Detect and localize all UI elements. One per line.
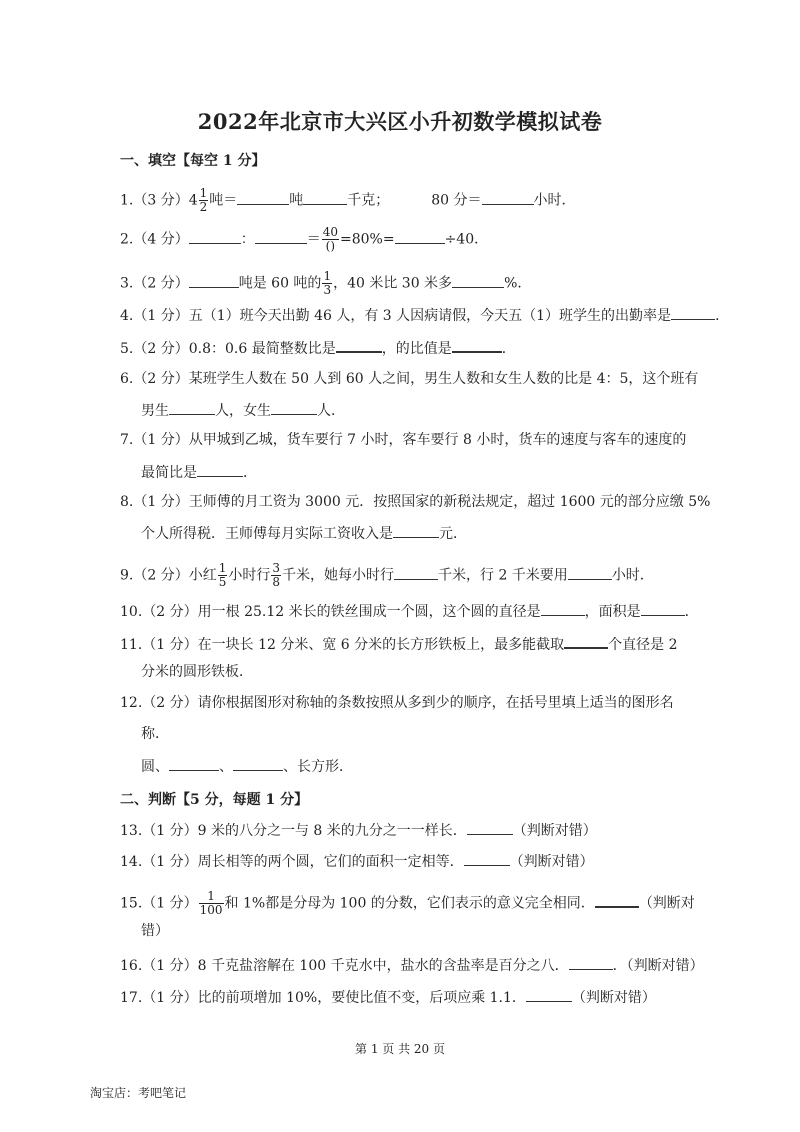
answer-blank[interactable] xyxy=(641,601,685,616)
q2-text: ÷40． xyxy=(444,231,489,248)
question-11-line2 xyxy=(141,663,701,681)
question-15 xyxy=(120,889,695,917)
answer-blank[interactable] xyxy=(564,633,608,649)
q13-text: 13.（1 分）9 米的八分之一与 8 米的九分之一一样长． xyxy=(120,823,467,839)
answer-blank[interactable] xyxy=(233,756,283,771)
q17-text: （判断对错） xyxy=(571,990,656,1006)
answer-blank[interactable] xyxy=(394,565,438,580)
q1-text: 吨 xyxy=(289,192,304,209)
q12-text: 、长方形． xyxy=(283,759,353,775)
fraction-denominator: 5 xyxy=(218,575,227,589)
q6-text: 人． xyxy=(317,403,345,419)
q3-prefix: 3.（2 分） xyxy=(120,275,189,292)
q16-text: 16.（1 分）8 千克盐溶解在 100 千克水中，盐水的含盐率是百分之八． xyxy=(120,958,569,974)
fraction-three-eighths xyxy=(271,562,281,589)
q15-text: 和 1%都是分母为 100 的分数，它们表示的意义完全相同． xyxy=(224,895,595,912)
q8-text: 元． xyxy=(439,526,467,542)
fraction-numerator: 1 xyxy=(218,561,227,575)
q15-prefix: 15.（1 分） xyxy=(120,895,198,912)
fraction-denominator: 2 xyxy=(199,200,208,214)
answer-blank[interactable] xyxy=(569,955,613,970)
section-fill-in-heading: 一、填空【每空 1 分】 xyxy=(120,153,266,169)
q1-prefix: 1.（3 分）4 xyxy=(120,192,198,209)
question-5 xyxy=(120,337,680,358)
answer-blank[interactable] xyxy=(197,462,243,477)
q11-prefix: 11.（1 分）在一块长 12 分米、宽 6 分米的长方形铁板上，最多能截取 xyxy=(120,637,565,653)
answer-blank[interactable] xyxy=(336,337,382,353)
question-1 xyxy=(120,187,680,214)
q10-text: ，面积是 xyxy=(584,604,641,620)
answer-blank[interactable] xyxy=(671,305,715,320)
q2-text: ＝ xyxy=(306,231,321,248)
q1-text: 小时． xyxy=(533,192,576,209)
fraction-numerator: 3 xyxy=(272,561,280,575)
section-judgement-heading: 二、判断【5 分，每题 1 分】 xyxy=(120,792,309,808)
question-13 xyxy=(120,820,680,840)
question-16 xyxy=(120,955,704,975)
question-2 xyxy=(120,226,680,253)
answer-blank[interactable] xyxy=(452,273,504,288)
q2-prefix: 2.（4 分） xyxy=(120,231,189,248)
question-17 xyxy=(120,987,680,1007)
fraction-one-half xyxy=(199,187,209,214)
q9-text: 千米，行 2 千米要用 xyxy=(438,567,568,584)
q14-text: （判断对错） xyxy=(509,854,594,870)
q11-text: 个直径是 2 xyxy=(608,637,678,653)
q15-text: （判断对 xyxy=(638,895,695,912)
q3-text: %． xyxy=(504,275,532,292)
answer-blank[interactable] xyxy=(169,400,215,415)
answer-blank[interactable] xyxy=(169,756,219,771)
question-7 xyxy=(120,431,687,449)
q15-text: 错） xyxy=(141,923,169,939)
q1-text: 80 分＝ xyxy=(431,192,482,209)
answer-blank[interactable] xyxy=(482,190,534,205)
q8-text: 个人所得税．王师傅每月实际工资收入是 xyxy=(141,526,393,542)
answer-blank[interactable] xyxy=(568,565,612,580)
q12-text: 、 xyxy=(219,759,233,775)
fraction-denominator: 100 xyxy=(199,903,223,917)
fraction-one-third xyxy=(322,270,332,297)
question-12-line3 xyxy=(141,756,701,776)
q12-text: 称． xyxy=(141,726,169,742)
q5-text: ． xyxy=(501,341,516,357)
question-8-line2 xyxy=(141,523,701,543)
q14-text: 14.（1 分）周长相等的两个圆，它们的面积一定相等． xyxy=(120,854,464,870)
question-14 xyxy=(120,851,680,871)
q5-prefix: 5.（2 分）0.8：0.6 最简整数比是 xyxy=(120,341,336,357)
fraction-denominator: 3 xyxy=(323,283,332,297)
answer-blank[interactable] xyxy=(464,851,510,866)
fraction-40-over-blank xyxy=(322,226,339,253)
question-15-line2 xyxy=(141,922,701,940)
q6-text: 6.（2 分）某班学生人数在 50 人到 60 人之间，男生人数和女生人数的比是 4：5，这个班有 xyxy=(120,371,699,387)
page-title: 2022年北京市大兴区小升初数学模拟试卷 xyxy=(197,109,603,134)
q9-prefix: 9.（2 分）小红 xyxy=(120,567,217,584)
answer-blank[interactable] xyxy=(393,523,439,538)
q12-text: 12.（2 分）请你根据图形对称轴的条数按照从多到少的顺序，在括号里填上适当的图形名 xyxy=(120,695,674,711)
question-11 xyxy=(120,633,680,654)
answer-blank[interactable] xyxy=(303,190,347,205)
q8-text: 8.（1 分）王师傅的月工资为 3000 元．按照国家的新税法规定，超过 1600 元的部分应缴 5% xyxy=(120,494,711,510)
q10-prefix: 10.（2 分）用一根 25.12 米长的铁丝围成一个圆，这个圆的直径是 xyxy=(120,604,541,620)
question-4 xyxy=(120,305,730,325)
q7-text: 7.（1 分）从甲城到乙城，货车要行 7 小时，客车要行 8 小时，货车的速度与客车的速度的 xyxy=(120,432,687,448)
page-number: 第 1 页 共 20 页 xyxy=(355,1042,445,1056)
q2-text: ： xyxy=(240,231,255,248)
fraction-one-hundredth xyxy=(199,890,224,917)
fraction-numerator: 1 xyxy=(199,186,208,200)
question-12-line2 xyxy=(141,725,701,743)
q17-text: 17.（1 分）比的前项增加 10%，要使比值不变，后项应乘 1.1． xyxy=(120,990,526,1006)
q12-text: 圆、 xyxy=(141,759,169,775)
fraction-numerator: 1 xyxy=(199,890,224,904)
q13-text: （判断对错） xyxy=(512,823,597,839)
question-9 xyxy=(120,562,680,589)
q4-text: 4.（1 分）五（1）班今天出勤 46 人，有 3 人因病请假，今天五（1）班学生的出勤率是 xyxy=(120,308,672,324)
q2-text: =80%= xyxy=(340,231,395,248)
q3-text: ，40 米比 30 米多 xyxy=(333,275,453,292)
q7-text: ． xyxy=(243,465,257,481)
q9-text: 小时行 xyxy=(228,567,271,584)
q6-text: 人，女生 xyxy=(215,403,271,419)
answer-blank[interactable] xyxy=(526,987,572,1002)
answer-blank[interactable] xyxy=(452,337,502,353)
q1-text: 吨＝ xyxy=(209,192,238,209)
fraction-numerator: 40 xyxy=(322,225,338,239)
fraction-denominator: () xyxy=(325,239,336,253)
q6-text: 男生 xyxy=(141,403,169,419)
q7-text: 最简比是 xyxy=(141,465,197,481)
fraction-one-fifth xyxy=(218,562,228,589)
answer-blank[interactable] xyxy=(395,229,445,244)
answer-blank[interactable] xyxy=(189,273,239,288)
q4-text: ． xyxy=(715,308,730,324)
q10-text: ． xyxy=(684,604,699,620)
q9-text: 千米，她每小时行 xyxy=(282,567,394,584)
q5-text: ，的比值是 xyxy=(381,341,452,357)
question-6-line2 xyxy=(141,400,701,420)
answer-blank[interactable] xyxy=(271,400,317,415)
q16-text: ．（判断对错） xyxy=(612,958,704,974)
q11-text: 分米的圆形铁板． xyxy=(141,664,253,680)
question-6 xyxy=(120,370,699,388)
question-3 xyxy=(120,270,680,297)
answer-blank[interactable] xyxy=(255,229,307,244)
answer-blank[interactable] xyxy=(237,190,289,205)
answer-blank[interactable] xyxy=(189,229,241,244)
answer-blank[interactable] xyxy=(541,601,585,616)
fraction-denominator: 8 xyxy=(272,575,280,589)
shop-watermark: 淘宝店：考吧笔记 xyxy=(90,1086,187,1100)
q3-text: 吨是 60 吨的 xyxy=(238,275,322,292)
question-8 xyxy=(120,493,711,511)
answer-blank[interactable] xyxy=(595,892,639,908)
fraction-numerator: 1 xyxy=(323,269,332,283)
question-12 xyxy=(120,694,680,712)
answer-blank[interactable] xyxy=(467,820,513,835)
q1-text: 千克； xyxy=(347,192,390,209)
q9-text: 小时． xyxy=(611,567,654,584)
question-10 xyxy=(120,601,699,621)
question-7-line2 xyxy=(141,462,701,482)
